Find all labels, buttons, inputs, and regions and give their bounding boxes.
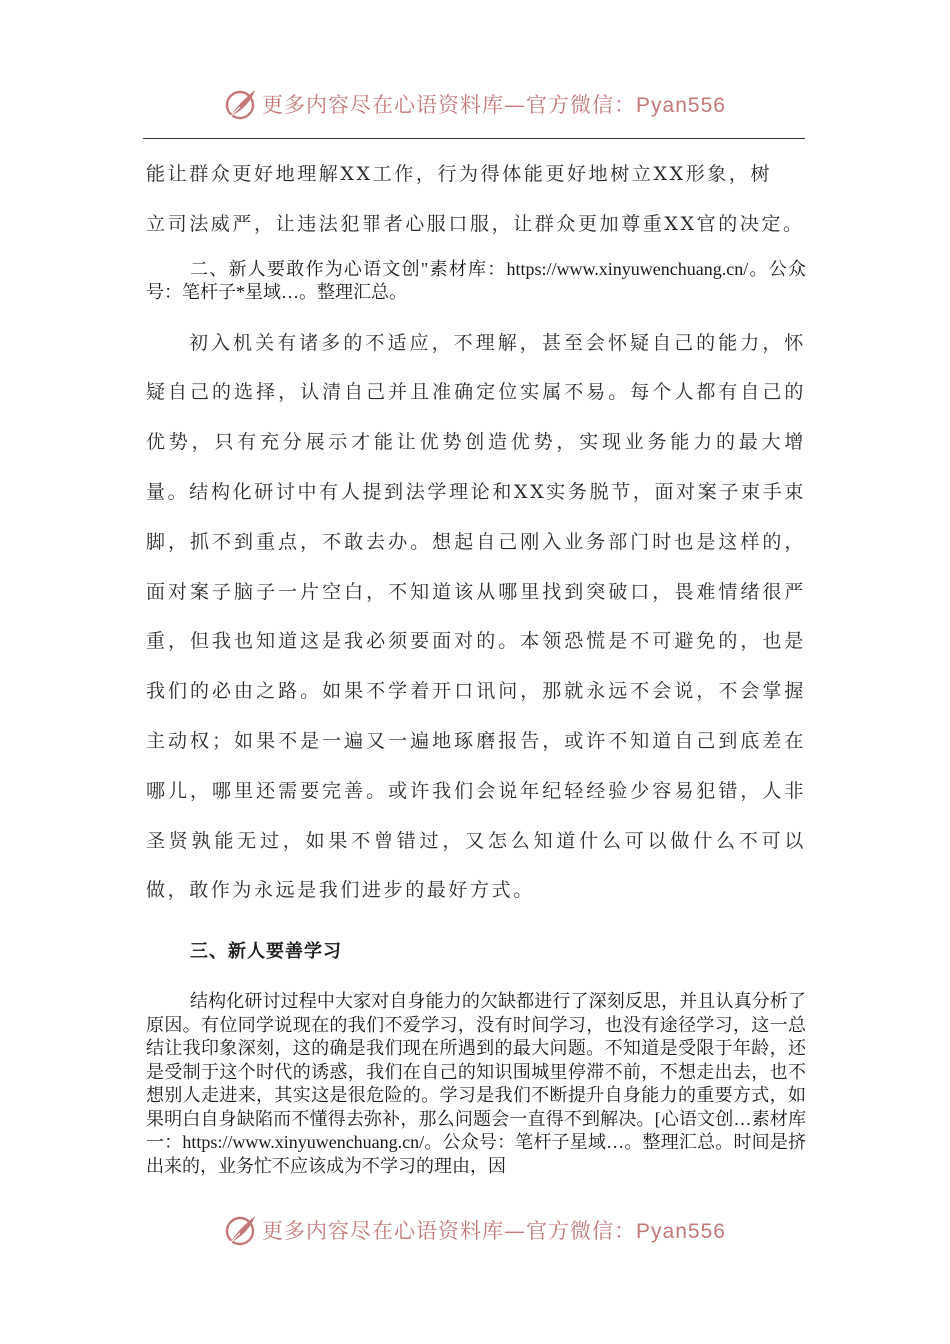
quill-pen-logo-icon <box>224 87 258 121</box>
header-divider <box>143 138 805 139</box>
header-banner <box>0 84 950 124</box>
section-heading-2: 二、新人要敢作为心语文创"素材库：https://www.xinyuwenchuang.cn/。公众号：笔杆子*星域…。整理汇总。 <box>146 258 806 303</box>
footer-banner-text: 更多内容尽在心语资料库—官方微信：Pyan556 <box>262 1219 726 1243</box>
footer-banner <box>0 1210 950 1250</box>
paragraph-line: 能让群众更好地理解XX工作，行为得体能更好地树立XX形象，树 <box>146 163 773 185</box>
paragraph-body-2: 初入机关有诸多的不适应，不理解，甚至会怀疑自己的能力，怀疑自己的选择，认清自己并且准确定位实属不易。每个人都有自己的优势，只有充分展示才能让优势创造优势，实现业务能力的最大增量。结构化研讨中有人提到法学理论和XX实务脱节，面对案子束手束脚，抓不到重点，不敢去办。想起自己刚入业务部门时也是这样的，面对案子脑子一片空白，不知道该从哪里找到突破口，畏难情绪很严重，但我也知道这是我必须要面对的。本领恐慌是不可避免的，也是我们的必由之路。如果不学着开口讯问，那就永远不会说，不会掌握主动权；如果不是一遍又一遍地琢磨报告，或许不知道自己到底差在哪儿，哪里还需要完善。或许我们会说年纪轻经验少容易犯错，人非圣贤孰能无过，如果不曾错过，又怎么知道什么可以做什么不可以做，敢作为永远是我们进步的最好方式。 <box>146 331 806 902</box>
quill-pen-logo-icon <box>224 1213 258 1247</box>
paragraph-line: 立司法威严，让违法犯罪者心服口服，让群众更加尊重XX官的决定。 <box>146 212 805 235</box>
paragraph-body-3: 结构化研讨过程中大家对自身能力的欠缺都进行了深刻反思，并且认真分析了原因。有位同学说现在的我们不爱学习，没有时间学习，也没有途径学习，这一总结让我印象深刻，这的确是我们现在所遇到的最大问题。不知道是受限于年龄，还是受制于这个时代的诱惑，我们在自己的知识围城里停滞不前，不想走出去，也不想别人走进来，其实这是很危险的。学习是我们不断提升自身能力的重要方式，如果明白自身缺陷而不懂得去弥补，那么问题会一直得不到解决。[心语文创…素材库一：https://www.xinyuwenchuang.cn/。公众号：笔杆子星域…。整理汇总。时间是挤出来的，业务忙不应该成为不学习的理由，因 <box>146 991 806 1176</box>
document-body <box>146 150 806 1178</box>
section-heading-3: 三、新人要善学习 <box>190 941 342 963</box>
header-banner-text: 更多内容尽在心语资料库—官方微信：Pyan556 <box>262 93 726 117</box>
